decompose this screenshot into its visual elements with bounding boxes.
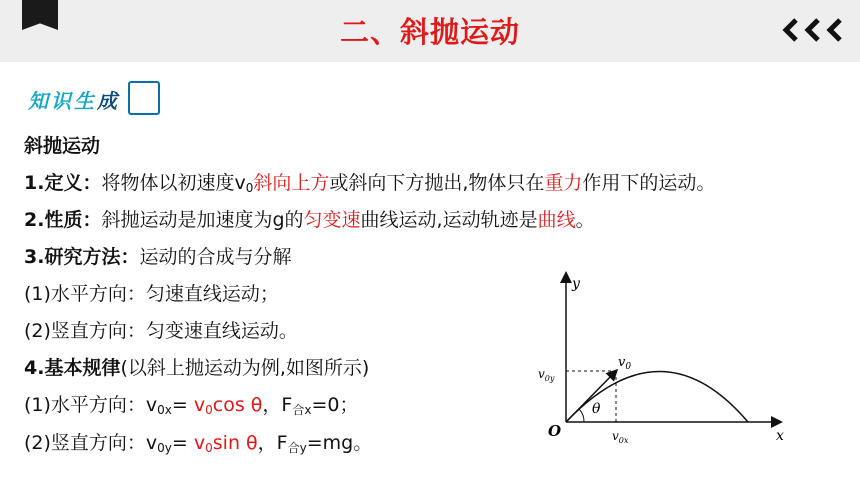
badge-box <box>128 81 160 115</box>
horizontal-motion-line: (1)水平方向：匀速直线运动； <box>24 283 279 305</box>
theta-arc <box>579 409 584 422</box>
theta-label: θ <box>592 401 601 417</box>
basic-law-line: 4.基本规律(以斜上抛运动为例,如图所示) <box>24 357 370 379</box>
back-chevrons-icon[interactable] <box>782 14 852 46</box>
vertical-motion-line: (2)竖直方向：匀变速直线运动。 <box>24 320 298 342</box>
v0y-label: $v_{0y}$ <box>538 367 555 383</box>
horizontal-formula-line: (1)水平方向：$v_{0x}= v_0\cos$ θ，$F_{合x}=0$； <box>24 394 359 417</box>
method-line: 3.研究方法：运动的合成与分解 <box>24 246 292 268</box>
y-axis-label: y <box>572 276 580 292</box>
projectile-diagram <box>532 268 822 458</box>
slide-title: 二、斜抛运动 <box>339 15 520 49</box>
knowledge-badge <box>22 79 172 119</box>
section-heading: 斜抛运动 <box>24 135 101 157</box>
v0x-label: $v_{0x}$ <box>612 429 629 445</box>
definition-line: 1.定义：将物体以初速度$v_0$斜向上方或斜向下方抛出,物体只在重力作用下的运动。 <box>24 172 716 195</box>
v0-vector <box>566 371 616 422</box>
x-axis-label: x <box>776 428 784 444</box>
v0-label: $v_0$ <box>618 355 632 372</box>
origin-label: O <box>548 422 562 440</box>
badge-text: 知识生成 <box>28 89 120 113</box>
property-line: 2.性质：斜抛运动是加速度为g的匀变速曲线运动,运动轨迹是曲线。 <box>24 209 595 231</box>
vertical-formula-line: (2)竖直方向：$v_{0y}= v_0\sin$ θ，$F_{合y}=mg$。 <box>24 432 373 455</box>
